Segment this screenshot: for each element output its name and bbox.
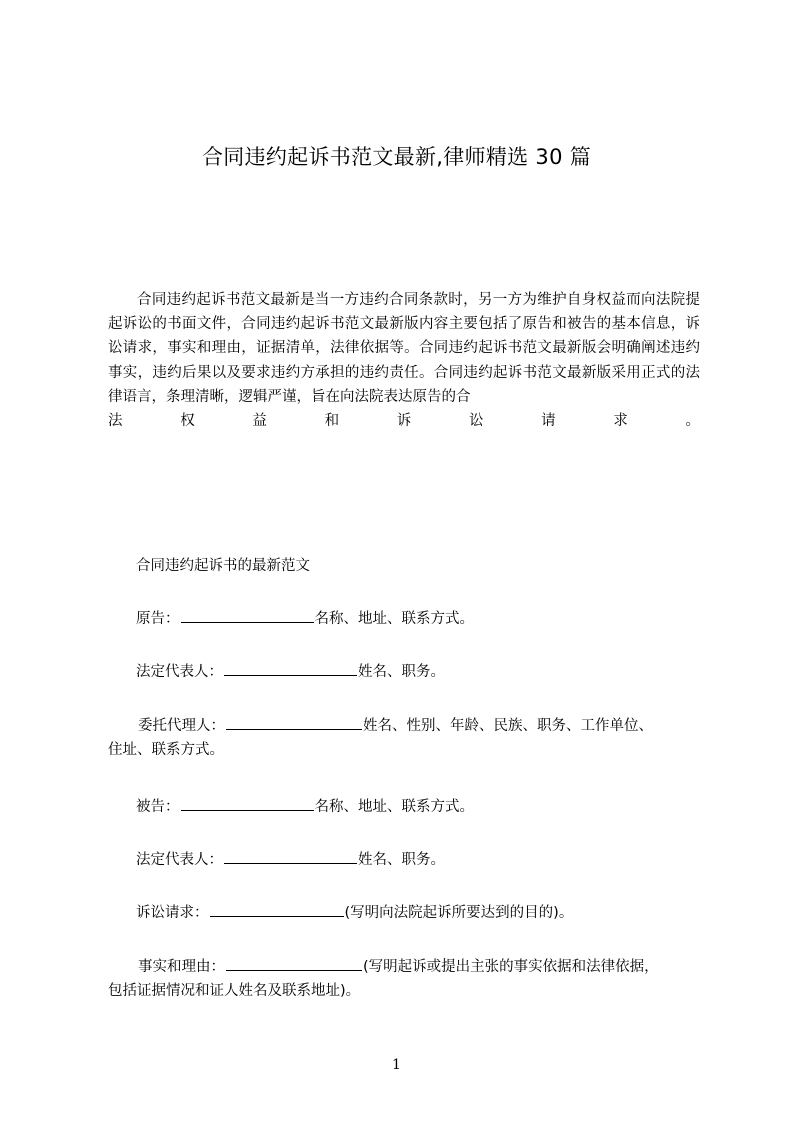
facts-line-1: [108, 955, 700, 979]
agent-line-1: [108, 714, 700, 738]
plaintiff-suffix: 名称、地址、联系方式。: [314, 611, 474, 627]
page-number: 1: [392, 1057, 401, 1073]
defendant-label: 被告：: [136, 799, 180, 815]
document-title: 合同违约起诉书范文最新,律师精选 30 篇: [201, 145, 592, 169]
agent-label: 委托代理人：: [138, 718, 225, 734]
plaintiff-rep-blank: [224, 661, 357, 676]
facts-label: 事实和理由：: [138, 959, 225, 975]
defendant-line: [136, 795, 474, 819]
defendant-rep-line: [136, 848, 445, 872]
defendant-rep-blank: [224, 849, 357, 864]
plaintiff-rep-suffix: 姓名、职务。: [358, 664, 445, 680]
facts-suffix: (写明起诉或提出主张的事实依据和法律依据，: [363, 959, 659, 975]
agent-paragraph: [108, 714, 700, 762]
intro-char: 。: [685, 413, 700, 430]
defendant-blank: [181, 796, 314, 811]
intro-char: 求: [613, 413, 628, 430]
intro-char: 讼: [468, 413, 484, 430]
defendant-rep-label: 法定代表人：: [136, 852, 223, 868]
intro-char: 法: [108, 413, 123, 430]
claims-blank: [210, 902, 344, 917]
section-heading: 合同违约起诉书的最新范文: [136, 558, 310, 574]
facts-paragraph: [108, 955, 700, 1003]
plaintiff-line: [136, 607, 474, 631]
intro-char: 权: [180, 413, 195, 430]
defendant-rep-suffix: 姓名、职务。: [358, 852, 445, 868]
plaintiff-blank: [181, 608, 314, 623]
agent-line-2: 住址、联系方式。: [108, 742, 224, 758]
agent-blank: [226, 715, 362, 730]
facts-blank: [226, 956, 362, 971]
intro-body: 合同违约起诉书范文最新是当一方违约合同条款时，另一方为维护自身权益而向法院提起诉讼的书面文件，合同违约起诉书范文最新版内容主要包括了原告和被告的基本信息，诉讼请求，事实和理由，证据清单，法律依据等。合同违约起诉书范文最新版会明确阐述违约事实，违约后果以及要求违约方承担的违约责任。合同违约起诉书范文最新版采用正式的法律语言，条理清晰，逻辑严谨，旨在向法院表达原告的合: [108, 292, 700, 405]
claims-line: [136, 901, 573, 925]
plaintiff-label: 原告：: [136, 611, 180, 627]
intro-char: 益: [252, 413, 267, 430]
defendant-suffix: 名称、地址、联系方式。: [314, 799, 474, 815]
intro-last-line: [108, 409, 700, 433]
plaintiff-rep-label: 法定代表人：: [136, 664, 223, 680]
intro-paragraph: [108, 288, 700, 433]
agent-suffix: 姓名、性别、年龄、民族、职务、工作单位、: [363, 718, 653, 734]
plaintiff-rep-line: [136, 660, 445, 684]
facts-line-2: 包括证据情况和证人姓名及联系地址)。: [108, 983, 361, 999]
intro-char: 请: [541, 413, 556, 430]
claims-label: 诉讼请求：: [136, 905, 209, 921]
claims-suffix: (写明向法院起诉所要达到的目的)。: [344, 905, 574, 921]
intro-char: 诉: [396, 413, 412, 430]
intro-char: 和: [324, 413, 340, 430]
